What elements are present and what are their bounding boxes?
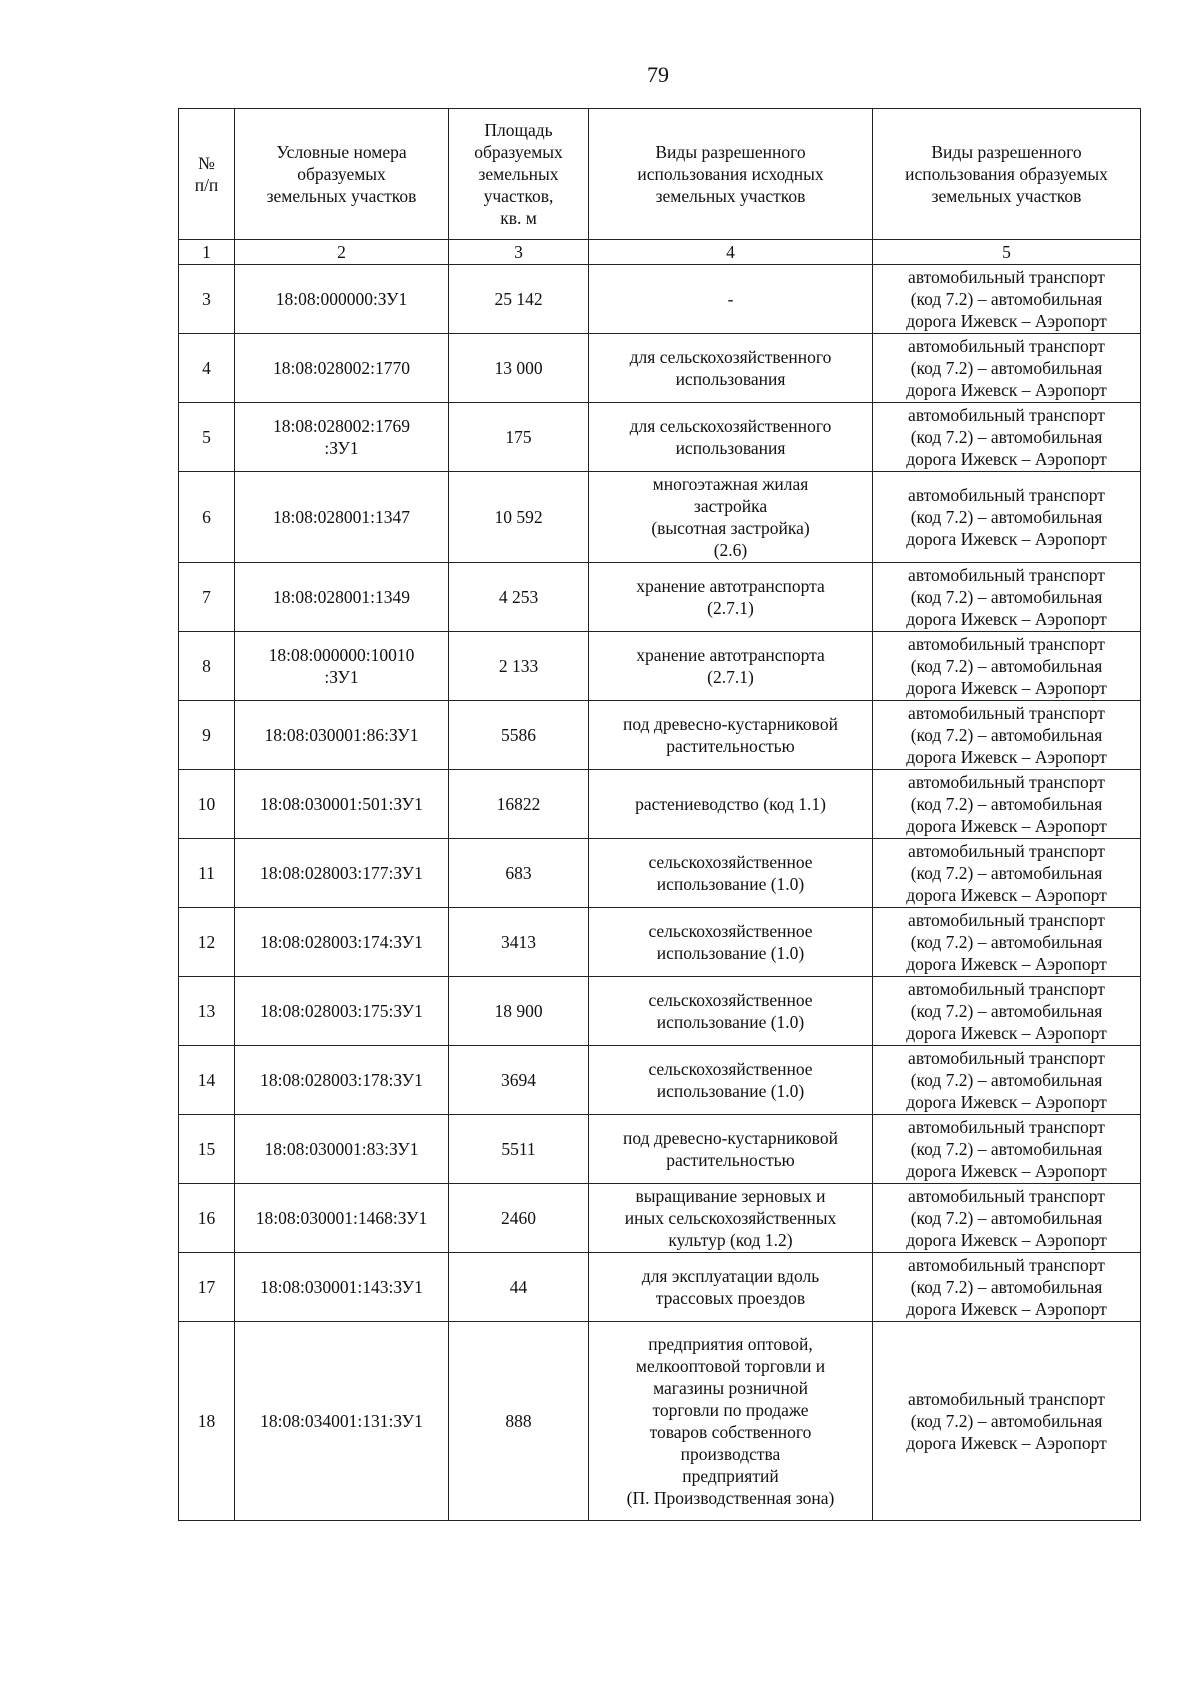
target-use: автомобильный транспорт (код 7.2) – автомобильная дорога Ижевск – Аэропорт xyxy=(873,839,1141,908)
table-row xyxy=(179,701,1141,770)
table-row xyxy=(179,1046,1141,1115)
cadastral-number: 18:08:000000:10010 :ЗУ1 xyxy=(235,632,449,701)
cadastral-number: 18:08:030001:1468:ЗУ1 xyxy=(235,1184,449,1253)
cadastral-number: 18:08:030001:83:ЗУ1 xyxy=(235,1115,449,1184)
target-use: автомобильный транспорт (код 7.2) – автомобильная дорога Ижевск – Аэропорт xyxy=(873,563,1141,632)
table-row xyxy=(179,1115,1141,1184)
source-use: предприятия оптовой, мелкооптовой торговли и магазины розничной торговли по продаже товаров собственного производства предприятий (П. Производственная зона) xyxy=(589,1322,873,1521)
column-number: 3 xyxy=(449,240,589,265)
plot-area: 175 xyxy=(449,403,589,472)
row-number: 17 xyxy=(179,1253,235,1322)
table-header-row xyxy=(179,109,1141,240)
table-row xyxy=(179,977,1141,1046)
target-use: автомобильный транспорт (код 7.2) – автомобильная дорога Ижевск – Аэропорт xyxy=(873,701,1141,770)
plot-area: 5511 xyxy=(449,1115,589,1184)
source-use: растениеводство (код 1.1) xyxy=(589,770,873,839)
row-number: 6 xyxy=(179,472,235,563)
source-use: для сельскохозяйственного использования xyxy=(589,403,873,472)
target-use: автомобильный транспорт (код 7.2) – автомобильная дорога Ижевск – Аэропорт xyxy=(873,1046,1141,1115)
plot-area: 4 253 xyxy=(449,563,589,632)
target-use: автомобильный транспорт (код 7.2) – автомобильная дорога Ижевск – Аэропорт xyxy=(873,1253,1141,1322)
row-number: 14 xyxy=(179,1046,235,1115)
column-number: 4 xyxy=(589,240,873,265)
row-number: 8 xyxy=(179,632,235,701)
source-use: многоэтажная жилая застройка (высотная застройка) (2.6) xyxy=(589,472,873,563)
cadastral-number: 18:08:034001:131:ЗУ1 xyxy=(235,1322,449,1521)
plot-area: 2460 xyxy=(449,1184,589,1253)
table-row xyxy=(179,265,1141,334)
row-number: 11 xyxy=(179,839,235,908)
plot-area: 5586 xyxy=(449,701,589,770)
target-use: автомобильный транспорт (код 7.2) – автомобильная дорога Ижевск – Аэропорт xyxy=(873,1184,1141,1253)
target-use: автомобильный транспорт (код 7.2) – автомобильная дорога Ижевск – Аэропорт xyxy=(873,472,1141,563)
source-use: для эксплуатации вдоль трассовых проездов xyxy=(589,1253,873,1322)
cadastral-number: 18:08:028003:177:ЗУ1 xyxy=(235,839,449,908)
table-row xyxy=(179,1184,1141,1253)
source-use: под древесно-кустарниковой растительностью xyxy=(589,701,873,770)
plot-area: 10 592 xyxy=(449,472,589,563)
header-target-use: Виды разрешенного использования образуемых земельных участков xyxy=(873,109,1141,240)
row-number: 12 xyxy=(179,908,235,977)
cadastral-number: 18:08:028003:178:ЗУ1 xyxy=(235,1046,449,1115)
row-number: 3 xyxy=(179,265,235,334)
row-number: 7 xyxy=(179,563,235,632)
header-area: Площадь образуемых земельных участков, кв. м xyxy=(449,109,589,240)
plot-area: 888 xyxy=(449,1322,589,1521)
header-source-use: Виды разрешенного использования исходных земельных участков xyxy=(589,109,873,240)
target-use: автомобильный транспорт (код 7.2) – автомобильная дорога Ижевск – Аэропорт xyxy=(873,908,1141,977)
source-use: сельскохозяйственное использование (1.0) xyxy=(589,1046,873,1115)
table-row xyxy=(179,334,1141,403)
plot-area: 13 000 xyxy=(449,334,589,403)
target-use: автомобильный транспорт (код 7.2) – автомобильная дорога Ижевск – Аэропорт xyxy=(873,770,1141,839)
column-number: 5 xyxy=(873,240,1141,265)
row-number: 16 xyxy=(179,1184,235,1253)
table-row xyxy=(179,770,1141,839)
table-row xyxy=(179,1322,1141,1521)
plot-area: 683 xyxy=(449,839,589,908)
cadastral-number: 18:08:028003:174:ЗУ1 xyxy=(235,908,449,977)
target-use: автомобильный транспорт (код 7.2) – автомобильная дорога Ижевск – Аэропорт xyxy=(873,334,1141,403)
target-use: автомобильный транспорт (код 7.2) – автомобильная дорога Ижевск – Аэропорт xyxy=(873,403,1141,472)
plot-area: 44 xyxy=(449,1253,589,1322)
source-use: сельскохозяйственное использование (1.0) xyxy=(589,977,873,1046)
cadastral-number: 18:08:000000:ЗУ1 xyxy=(235,265,449,334)
source-use: под древесно-кустарниковой растительностью xyxy=(589,1115,873,1184)
source-use: сельскохозяйственное использование (1.0) xyxy=(589,839,873,908)
target-use: автомобильный транспорт (код 7.2) – автомобильная дорога Ижевск – Аэропорт xyxy=(873,632,1141,701)
cadastral-number: 18:08:030001:143:ЗУ1 xyxy=(235,1253,449,1322)
plot-area: 18 900 xyxy=(449,977,589,1046)
column-number: 1 xyxy=(179,240,235,265)
header-number: № п/п xyxy=(179,109,235,240)
table-row xyxy=(179,908,1141,977)
cadastral-number: 18:08:028001:1347 xyxy=(235,472,449,563)
column-number-row xyxy=(179,240,1141,265)
cadastral-number: 18:08:030001:501:ЗУ1 xyxy=(235,770,449,839)
row-number: 9 xyxy=(179,701,235,770)
source-use: хранение автотранспорта (2.7.1) xyxy=(589,632,873,701)
cadastral-number: 18:08:030001:86:ЗУ1 xyxy=(235,701,449,770)
target-use: автомобильный транспорт (код 7.2) – автомобильная дорога Ижевск – Аэропорт xyxy=(873,1115,1141,1184)
source-use: сельскохозяйственное использование (1.0) xyxy=(589,908,873,977)
table-row xyxy=(179,563,1141,632)
table-row xyxy=(179,472,1141,563)
cadastral-number: 18:08:028002:1769 :ЗУ1 xyxy=(235,403,449,472)
plot-area: 3413 xyxy=(449,908,589,977)
table-row xyxy=(179,403,1141,472)
table-row xyxy=(179,632,1141,701)
plot-area: 2 133 xyxy=(449,632,589,701)
table-row xyxy=(179,1253,1141,1322)
row-number: 4 xyxy=(179,334,235,403)
cadastral-number: 18:08:028003:175:ЗУ1 xyxy=(235,977,449,1046)
target-use: автомобильный транспорт (код 7.2) – автомобильная дорога Ижевск – Аэропорт xyxy=(873,265,1141,334)
source-use: - xyxy=(589,265,873,334)
row-number: 13 xyxy=(179,977,235,1046)
row-number: 10 xyxy=(179,770,235,839)
row-number: 5 xyxy=(179,403,235,472)
target-use: автомобильный транспорт (код 7.2) – автомобильная дорога Ижевск – Аэропорт xyxy=(873,977,1141,1046)
plot-area: 25 142 xyxy=(449,265,589,334)
plot-area: 3694 xyxy=(449,1046,589,1115)
cadastral-number: 18:08:028002:1770 xyxy=(235,334,449,403)
source-use: для сельскохозяйственного использования xyxy=(589,334,873,403)
plot-area: 16822 xyxy=(449,770,589,839)
row-number: 18 xyxy=(179,1322,235,1521)
land-plots-table xyxy=(178,108,1141,1521)
row-number: 15 xyxy=(179,1115,235,1184)
source-use: выращивание зерновых и иных сельскохозяйственных культур (код 1.2) xyxy=(589,1184,873,1253)
table-row xyxy=(179,839,1141,908)
cadastral-number: 18:08:028001:1349 xyxy=(235,563,449,632)
page-number: 79 xyxy=(647,62,669,87)
source-use: хранение автотранспорта (2.7.1) xyxy=(589,563,873,632)
header-cadastral: Условные номера образуемых земельных участков xyxy=(235,109,449,240)
target-use: автомобильный транспорт (код 7.2) – автомобильная дорога Ижевск – Аэропорт xyxy=(873,1322,1141,1521)
column-number: 2 xyxy=(235,240,449,265)
